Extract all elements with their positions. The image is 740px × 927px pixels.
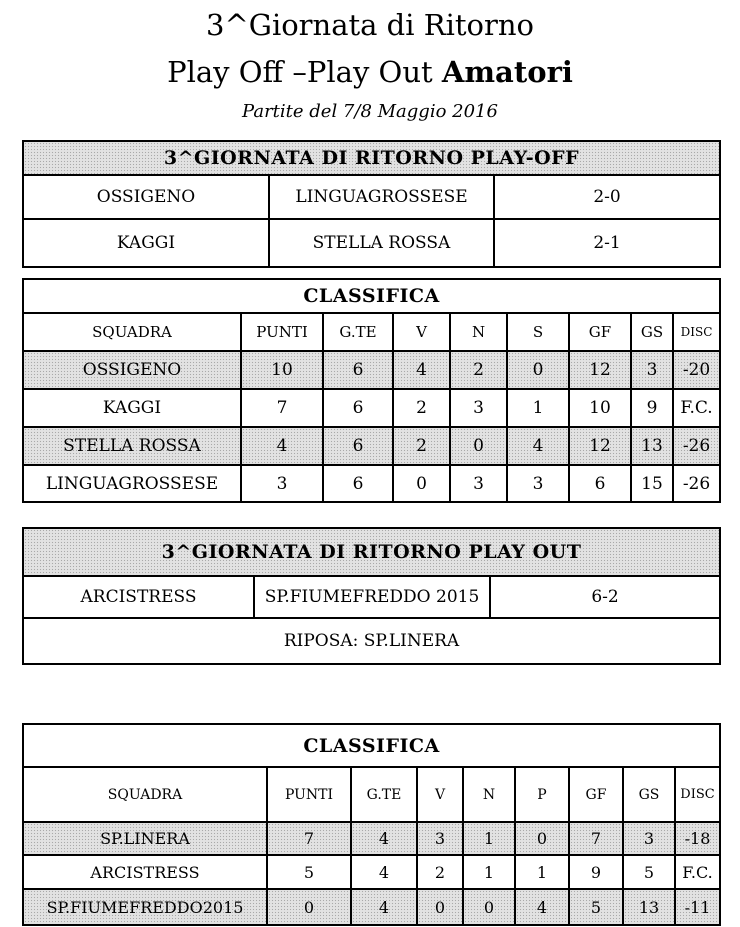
table-row bbox=[23, 351, 720, 389]
playoff-results-table bbox=[22, 140, 721, 268]
col-header-v: V bbox=[393, 313, 450, 351]
team-name: SP.LINERA bbox=[23, 822, 267, 855]
standings-title: CLASSIFICA bbox=[23, 724, 720, 767]
col-header-disc: DISC bbox=[675, 767, 720, 822]
rest-team: RIPOSA: SP.LINERA bbox=[23, 618, 720, 664]
losses: 3 bbox=[507, 465, 569, 502]
wins: 2 bbox=[393, 389, 450, 427]
col-header-gs: GS bbox=[623, 767, 675, 822]
col-header-squadra: SQUADRA bbox=[23, 767, 267, 822]
col-header-n: N bbox=[463, 767, 515, 822]
discipline: -11 bbox=[675, 889, 720, 925]
table-row bbox=[23, 889, 720, 925]
discipline: -18 bbox=[675, 822, 720, 855]
col-header-gf: GF bbox=[569, 767, 623, 822]
home-team: OSSIGENO bbox=[23, 175, 269, 219]
losses: 1 bbox=[515, 855, 569, 889]
match-score: 2-1 bbox=[494, 219, 720, 267]
goals-against: 3 bbox=[623, 822, 675, 855]
standings-header-row bbox=[23, 313, 720, 351]
draws: 3 bbox=[450, 389, 507, 427]
points: 3 bbox=[241, 465, 323, 502]
table-row bbox=[23, 822, 720, 855]
match-dates: Partite del 7/8 Maggio 2016 bbox=[242, 101, 498, 122]
col-header-squadra: SQUADRA bbox=[23, 313, 241, 351]
draws: 3 bbox=[450, 465, 507, 502]
col-header-gf: GF bbox=[569, 313, 631, 351]
col-header-gs: GS bbox=[631, 313, 673, 351]
table-row bbox=[23, 465, 720, 502]
page-subtitle bbox=[0, 55, 740, 89]
col-header-v: V bbox=[417, 767, 463, 822]
match-row bbox=[23, 219, 720, 267]
subtitle-category: Amatori bbox=[441, 55, 573, 89]
goals-against: 9 bbox=[631, 389, 673, 427]
discipline: F.C. bbox=[673, 389, 720, 427]
discipline: -26 bbox=[673, 465, 720, 502]
points: 4 bbox=[241, 427, 323, 465]
losses: 4 bbox=[507, 427, 569, 465]
col-header-gte: G.TE bbox=[323, 313, 393, 351]
losses: 0 bbox=[507, 351, 569, 389]
discipline: F.C. bbox=[675, 855, 720, 889]
wins: 0 bbox=[393, 465, 450, 502]
wins: 0 bbox=[417, 889, 463, 925]
losses: 0 bbox=[515, 822, 569, 855]
team-name: KAGGI bbox=[23, 389, 241, 427]
col-header-gte: G.TE bbox=[351, 767, 417, 822]
table-row bbox=[23, 427, 720, 465]
goals-for: 12 bbox=[569, 427, 631, 465]
goals-for: 10 bbox=[569, 389, 631, 427]
team-name: LINGUAGROSSESE bbox=[23, 465, 241, 502]
wins: 4 bbox=[393, 351, 450, 389]
match-score: 6-2 bbox=[490, 576, 720, 618]
team-name: STELLA ROSSA bbox=[23, 427, 241, 465]
goals-for: 12 bbox=[569, 351, 631, 389]
played: 6 bbox=[323, 351, 393, 389]
losses: 1 bbox=[507, 389, 569, 427]
col-header-disc: DISC bbox=[673, 313, 720, 351]
wins: 2 bbox=[393, 427, 450, 465]
away-team: SP.FIUMEFREDDO 2015 bbox=[254, 576, 490, 618]
played: 6 bbox=[323, 389, 393, 427]
points: 10 bbox=[241, 351, 323, 389]
team-name: ARCISTRESS bbox=[23, 855, 267, 889]
goals-against: 13 bbox=[623, 889, 675, 925]
discipline: -20 bbox=[673, 351, 720, 389]
played: 4 bbox=[351, 822, 417, 855]
goals-against: 13 bbox=[631, 427, 673, 465]
standings-title: CLASSIFICA bbox=[23, 279, 720, 313]
away-team: STELLA ROSSA bbox=[269, 219, 494, 267]
match-row bbox=[23, 576, 720, 618]
played: 6 bbox=[323, 465, 393, 502]
goals-for: 6 bbox=[569, 465, 631, 502]
standings-header-row bbox=[23, 767, 720, 822]
match-row bbox=[23, 175, 720, 219]
points: 7 bbox=[241, 389, 323, 427]
points: 5 bbox=[267, 855, 351, 889]
away-team: LINGUAGROSSESE bbox=[269, 175, 494, 219]
wins: 3 bbox=[417, 822, 463, 855]
col-header-punti: PUNTI bbox=[267, 767, 351, 822]
playoff-title: 3^GIORNATA DI RITORNO PLAY-OFF bbox=[23, 141, 720, 175]
col-header-n: N bbox=[450, 313, 507, 351]
playout-standings-table bbox=[22, 723, 721, 926]
match-score: 2-0 bbox=[494, 175, 720, 219]
team-name: OSSIGENO bbox=[23, 351, 241, 389]
home-team: ARCISTRESS bbox=[23, 576, 254, 618]
goals-against: 5 bbox=[623, 855, 675, 889]
col-header-s: S bbox=[507, 313, 569, 351]
goals-for: 7 bbox=[569, 822, 623, 855]
discipline: -26 bbox=[673, 427, 720, 465]
table-row bbox=[23, 855, 720, 889]
points: 0 bbox=[267, 889, 351, 925]
played: 6 bbox=[323, 427, 393, 465]
goals-for: 9 bbox=[569, 855, 623, 889]
wins: 2 bbox=[417, 855, 463, 889]
draws: 1 bbox=[463, 822, 515, 855]
page-title: 3^Giornata di Ritorno bbox=[206, 8, 534, 42]
goals-for: 5 bbox=[569, 889, 623, 925]
table-row bbox=[23, 389, 720, 427]
goals-against: 15 bbox=[631, 465, 673, 502]
col-header-p: P bbox=[515, 767, 569, 822]
playout-results-table bbox=[22, 527, 721, 665]
played: 4 bbox=[351, 855, 417, 889]
draws: 0 bbox=[450, 427, 507, 465]
playoff-standings-table bbox=[22, 278, 721, 503]
draws: 1 bbox=[463, 855, 515, 889]
played: 4 bbox=[351, 889, 417, 925]
draws: 0 bbox=[463, 889, 515, 925]
col-header-punti: PUNTI bbox=[241, 313, 323, 351]
home-team: KAGGI bbox=[23, 219, 269, 267]
team-name: SP.FIUMEFREDDO2015 bbox=[23, 889, 267, 925]
subtitle-prefix: Play Off –Play Out bbox=[167, 55, 442, 89]
playout-title: 3^GIORNATA DI RITORNO PLAY OUT bbox=[23, 528, 720, 576]
points: 7 bbox=[267, 822, 351, 855]
goals-against: 3 bbox=[631, 351, 673, 389]
draws: 2 bbox=[450, 351, 507, 389]
losses: 4 bbox=[515, 889, 569, 925]
